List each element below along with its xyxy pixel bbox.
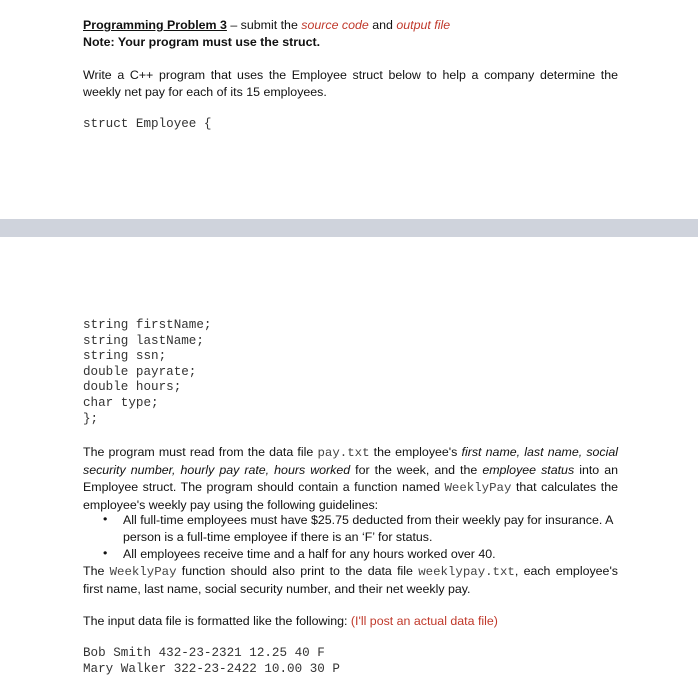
desc-text: , each employee's first name, last name, social security number, and their net weekly pay. [83, 564, 619, 596]
output-file-text: output file [396, 18, 451, 32]
weeklypay-file-name: weeklypay.txt [418, 565, 515, 579]
input-intro-text: The input data file is formatted like the following: [83, 614, 351, 628]
pay-file-name: pay.txt [317, 446, 370, 460]
intro-paragraph: Write a C++ program that uses the Employee struct below to help a company determine the weekly net pay for each of its 15 employees. [83, 68, 618, 99]
data-line: Bob Smith 432-23-2321 12.25 40 F [83, 646, 325, 660]
problem-header [83, 18, 450, 32]
struct-field: double hours; [83, 380, 182, 395]
desc-text: that calculates the employee's weekly pay using the following guidelines: [83, 480, 618, 512]
input-note: (I'll post an actual data file) [350, 614, 498, 628]
bullet-dot: • [103, 512, 108, 526]
struct-field: string ssn; [83, 349, 167, 364]
desc-text: into an Employee struct. The program should contain a function named [83, 463, 618, 494]
desc-text: for the week, and the [350, 463, 483, 477]
weeklypay-function-name: WeeklyPay [109, 565, 177, 579]
page-break-band [0, 219, 698, 237]
bullet-dot: • [103, 546, 108, 560]
desc-text: the employee's [369, 445, 462, 459]
desc-text: The [83, 564, 110, 578]
struct-open: struct Employee { [83, 117, 212, 131]
struct-field: string lastName; [83, 333, 204, 348]
bullet-item: All full-time employees must have $25.75 deducted from their weekly pay for insurance. A person is a full-time employee if there is an ‘F’ for status. [123, 513, 613, 544]
data-line: Mary Walker 322-23-2422 10.00 30 P [83, 662, 340, 676]
struct-field: double payrate; [83, 364, 197, 379]
output-paragraph [83, 563, 618, 598]
description-paragraph [83, 444, 618, 514]
header-and: and [368, 18, 397, 32]
desc-text: The program must read from the data file [83, 445, 318, 459]
note-line: Note: Your program must use the struct. [83, 35, 321, 49]
input-format-line [83, 614, 498, 628]
struct-field: string firstName; [83, 318, 212, 332]
header-dash: – submit the [226, 18, 302, 32]
problem-title: Programming Problem 3 [83, 18, 227, 32]
desc-status-italic: employee status [482, 463, 575, 477]
source-code-text: source code [301, 18, 369, 32]
desc-fields-italic: first name, last name, social security number, hourly pay rate, hours worked [83, 445, 618, 477]
desc-text: function should also print to the data file [176, 564, 419, 578]
struct-close: }; [83, 411, 99, 426]
bullet-item: All employees receive time and a half for any hours worked over 40. [123, 547, 496, 561]
struct-field: char type; [83, 396, 159, 410]
weeklypay-function-name: WeeklyPay [444, 481, 512, 495]
